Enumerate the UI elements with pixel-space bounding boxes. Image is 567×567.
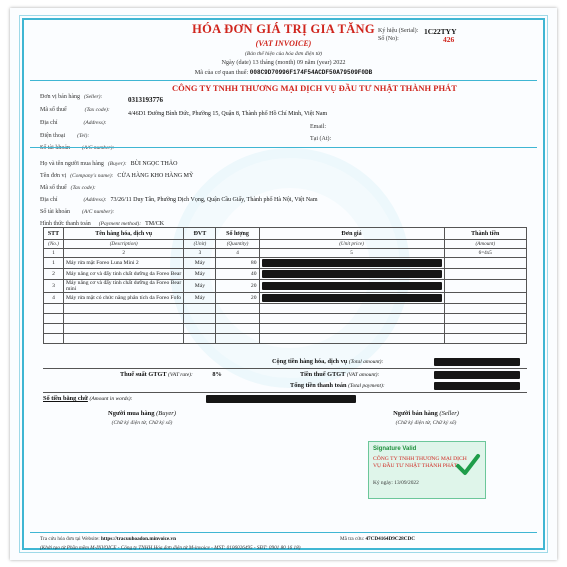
signature-valid-box [368,441,486,499]
col-sub-quantity: (Quantity) [216,240,259,249]
row-amount [444,269,526,280]
table-row-empty [44,324,527,334]
tax-authority-code-label: Mã của cơ quan thuế: [194,69,249,76]
invoice-number-value: 426 [443,35,455,44]
invoice-title: HÓA ĐƠN GIÁ TRỊ GIA TĂNG [192,22,375,36]
vat-amount-label: Tiền thuế GTGT [300,371,346,378]
vat-rate-value: 8% [212,371,222,378]
col-num-4: 4 [216,249,259,258]
invoice-note: (Bản thể hiện của hóa đơn điện tử) [245,51,322,57]
col-sub-no: (No.) [44,240,64,249]
buyer-signature-note: (Chữ ký điện tử, Chữ ký số) [111,420,173,426]
seller-signature-note: (Chữ ký điện tử, Chữ ký số) [395,420,457,426]
invoice-subtitle: (VAT INVOICE) [255,39,312,48]
redaction-bar [262,259,442,267]
table-row-empty [44,314,527,324]
row-unit: Máy [184,293,216,304]
row-no: 4 [44,293,64,304]
table-row [44,269,527,280]
lookup-code-label: Mã tra cứu: [340,536,365,542]
buyer-name-label: Họ và tên người mua hàng [40,161,104,167]
amount-in-words-row [43,395,132,402]
invoice-date: Ngày (date) 13 tháng (month) 09 năm (year) 2022 [221,59,346,66]
payment-method-label: Hình thức thanh toán [40,221,91,227]
col-sub-unit-price: (Unit price) [259,240,444,249]
grand-total-row [290,382,385,389]
row-unit: Máy [184,280,216,293]
seller-address: 4/46D1 Đường Bình Đức, Phường 15, Quận 8, Thành phố Hồ Chí Minh, Việt Nam [128,111,328,117]
col-sub-description: (Description) [64,240,184,249]
col-num-2: 2 [64,249,184,258]
payment-method-label-en: (Payment method): [98,221,142,227]
checkmark-icon [455,452,481,478]
table-header-row [44,228,527,240]
row-quantity: 20 [216,293,259,304]
redaction-bar [262,282,442,290]
table-numbering-row [44,249,527,258]
col-header-no: STT [44,228,64,240]
buyer-address-label-en: (Address): [83,197,107,203]
row-unit: Máy [184,258,216,269]
buyer-signature-label-en: (Buyer) [156,410,176,417]
provider-note: (Khởi tạo từ Phần mềm M-INVOICE - Công ty TNHH Hóa đơn điện tử M-invoice - MST: 0106026495 - SĐT: 0901 80 16 18) [40,545,301,551]
col-sub-unit: (Unit) [184,240,216,249]
serial-value: 1C22TYY [424,27,457,36]
lookup-code-line [340,536,415,542]
vat-amount-row [300,371,379,378]
subtotal-label: Cộng tiền hàng hóa, dịch vụ [272,358,348,365]
tax-authority-code: 008C9D70996F174F54ACDF50A79509F0DB [249,69,373,76]
buyer-tax-label-en: (Tax code): [70,185,96,191]
serial-label: Ký hiệu (Serial): [378,28,419,34]
col-num-1: 1 [44,249,64,258]
buyer-name-label-en: (Buyer): [107,161,127,167]
subtotal-label-en: (Total amount): [348,359,384,365]
redaction-bar [262,294,442,302]
seller-address-label-en: (Address): [83,120,107,126]
row-unit: Máy [184,269,216,280]
totals-divider [43,368,527,369]
seller-name-label-en: (Seller): [84,94,103,100]
seller-phone-label: Điện thoại [40,133,66,139]
row-no: 1 [44,258,64,269]
seller-bank-label: Tại (At): [310,136,332,142]
vat-amount-redaction [434,371,520,379]
buyer-account-label: Số tài khoản [40,209,70,215]
grand-total-label: Tổng tiền thanh toán [290,382,347,389]
invoice-number-label: Số (No): [378,36,399,42]
row-unit-price [259,258,444,269]
col-sub-amount: (Amount) [444,240,526,249]
buyer-signature-title [82,410,202,417]
amount-in-words-label-en: (Amount in words): [89,396,133,402]
seller-signature-label: Người bán hàng [393,410,438,417]
row-no: 2 [44,269,64,280]
vat-rate-row [120,371,222,378]
lookup-label: Tra cứu hóa đơn tại Website: [40,536,100,542]
table-row [44,258,527,269]
signature-valid-heading: Signature Valid [373,446,417,452]
seller-tax-label: Mã số thuế [40,107,67,113]
table-row-empty [44,334,527,344]
seller-divider [30,147,537,148]
col-num-6: 6=4x5 [444,249,526,258]
buyer-company-label-en: (Company's name): [70,173,114,179]
redaction-bar [262,270,442,278]
buyer-tax-label: Mã số thuế [40,185,67,191]
footer-divider [30,532,537,533]
header-divider [30,80,537,81]
table-subheader-row [44,240,527,249]
amount-in-words-label: Số tiền bằng chữ [43,395,88,402]
buyer-address-label: Địa chỉ [40,197,58,203]
signature-signer: CÔNG TY TNHH THƯƠNG MẠI DỊCH VỤ ĐẦU TƯ NHẬT THÀNH PHÁT [373,456,467,469]
col-header-quantity: Số lượng [216,228,259,240]
subtotal-label-row [272,358,383,365]
grand-total-label-en: (Total payment): [348,383,385,389]
buyer-signature-label: Người mua hàng [108,410,155,417]
row-unit-price [259,293,444,304]
row-description: Máy rửa mặt có chức năng phân tích da Foreo Fofo [64,293,184,304]
seller-address-label: Địa chỉ [40,120,58,126]
table-row [44,293,527,304]
table-row-empty [44,304,527,314]
seller-account-label: Số tài khoản [40,145,70,151]
seller-tax-label-en: (Tax code): [84,107,110,113]
col-num-3: 3 [184,249,216,258]
seller-signature-title [366,410,486,417]
items-table [43,227,527,344]
col-num-5: 5 [259,249,444,258]
row-description: Máy nâng cơ và đẩy tinh chất dưỡng da Foreo Bear mini [64,280,184,293]
seller-phone-label-en: (Tel): [77,133,90,139]
seller-signature-label-en: (Seller) [439,410,459,417]
subtotal-redaction [434,358,520,366]
row-quantity: 80 [216,258,259,269]
payment-method: TM/CK [145,221,165,227]
buyer-company-name: CỬA HÀNG KHO HÀNG MỸ [117,173,194,179]
vat-rate-label: Thuế suất GTGT [120,371,167,378]
lookup-code: 47CD4164D9C28CDC [365,536,416,542]
seller-name: CÔNG TY TNHH THƯƠNG MẠI DỊCH VỤ ĐẦU TƯ NHẬT THÀNH PHÁT [172,83,457,93]
buyer-company-label: Tên đơn vị [40,173,67,179]
row-amount [444,258,526,269]
words-divider [43,392,527,393]
seller-email-label: Email: [310,124,326,130]
row-quantity: 20 [216,280,259,293]
signature-date: Ký ngày: 13/09/2022 [373,480,419,486]
buyer-address: 73/26/11 Duy Tân, Phường Dịch Vọng, Quận Cầu Giấy, Thành phố Hà Nội, Việt Nam [110,197,318,203]
row-no: 3 [44,280,64,293]
seller-tax-code: 0313193776 [128,96,163,104]
amount-in-words-redaction [206,395,356,403]
row-amount [444,280,526,293]
vat-amount-label-en: (VAT amount): [346,372,380,378]
row-quantity: 40 [216,269,259,280]
lookup-website[interactable]: https://tracuuhoadon.minvoice.vn [101,536,176,542]
row-amount [444,293,526,304]
col-header-description: Tên hàng hóa, dịch vụ [64,228,184,240]
col-header-amount: Thành tiền [444,228,526,240]
buyer-name: BÙI NGỌC THẢO [130,161,178,167]
col-header-unit: ĐVT [184,228,216,240]
row-description: Máy nâng cơ và đẩy tinh chất dưỡng da Foreo Bear [64,269,184,280]
invoice-sheet [10,8,557,560]
row-unit-price [259,280,444,293]
row-unit-price [259,269,444,280]
tax-authority-code-line [10,69,557,76]
row-description: Máy rửa mặt Foreo Luna Mini 2 [64,258,184,269]
table-row [44,280,527,293]
seller-account-label-en: (A/C number): [82,145,115,151]
lookup-line [40,536,176,542]
buyer-account-label-en: (A/C number): [82,209,115,215]
seller-name-label: Đơn vị bán hàng [40,94,80,100]
col-header-unit-price: Đơn giá [259,228,444,240]
vat-rate-label-en: (VAT rate): [168,372,193,378]
grand-total-redaction [434,382,520,390]
